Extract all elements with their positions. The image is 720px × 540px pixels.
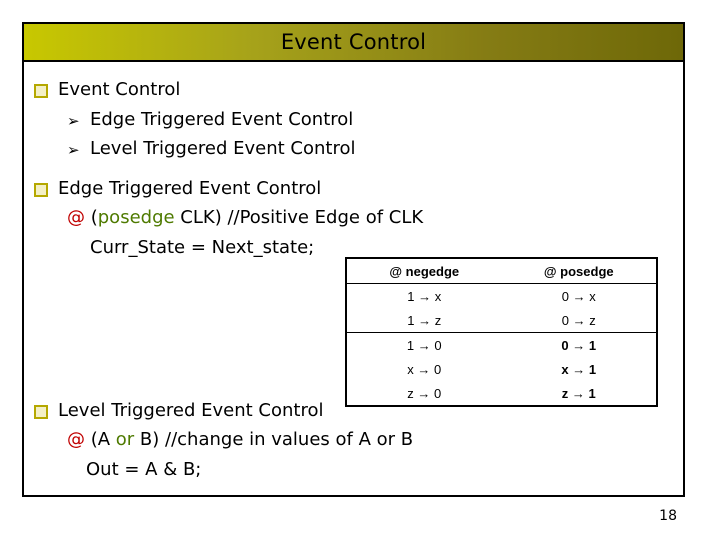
list-item-edge-triggered: Edge Triggered Event Control (90, 109, 354, 130)
table-row (346, 381, 657, 406)
table-row (346, 284, 657, 309)
section-heading-edge-triggered: Edge Triggered Event Control (58, 178, 322, 199)
table-cell: z → 1 (561, 385, 596, 401)
list-item-level-triggered: Level Triggered Event Control (90, 138, 356, 159)
title-bar (24, 24, 683, 62)
table-header-negedge: @ negedge (346, 258, 502, 284)
square-bullet-icon (34, 405, 48, 419)
code-line-level-assign: Out = A & B; (86, 459, 202, 480)
code-rest: CLK) //Positive Edge of CLK (174, 207, 424, 228)
section-heading-event-control: Event Control (58, 79, 181, 100)
code-keyword-posedge: posedge (97, 207, 175, 228)
table-cell: x → 1 (561, 361, 597, 377)
square-bullet-icon (34, 84, 48, 98)
at-symbol: @ (67, 207, 85, 228)
table-row (346, 357, 657, 381)
arrow-bullet-icon: ➢ (67, 141, 80, 159)
code-open: ( (85, 207, 98, 228)
table-header-posedge: @ posedge (502, 258, 658, 284)
code-rest: B) //change in values of A or B (134, 429, 414, 450)
arrow-bullet-icon: ➢ (67, 112, 80, 130)
code-open: (A (85, 429, 116, 450)
code-keyword-or: or (115, 429, 135, 450)
code-line-level (67, 429, 413, 450)
page-number: 18 (659, 508, 677, 524)
slide-title: Event Control (280, 30, 427, 54)
table-cell: 0 → 1 (502, 333, 658, 358)
table-cell: z → 0 (407, 385, 442, 401)
table-cell: x → 0 (407, 361, 442, 377)
edge-transition-table (345, 257, 658, 407)
table-cell: 1 → z (407, 312, 442, 328)
code-line-edge-assign: Curr_State = Next_state; (90, 237, 315, 258)
table-row (346, 308, 657, 333)
section-heading-level-triggered: Level Triggered Event Control (58, 400, 324, 421)
table-cell: 1 → x (407, 288, 442, 304)
table-cell: 0 → x (561, 288, 596, 304)
square-bullet-icon (34, 183, 48, 197)
table-cell: 1 → 0 (346, 333, 502, 358)
code-line-edge (67, 207, 423, 228)
at-symbol: @ (67, 429, 85, 450)
table-cell: 0 → z (561, 312, 596, 328)
table-row (346, 333, 657, 358)
